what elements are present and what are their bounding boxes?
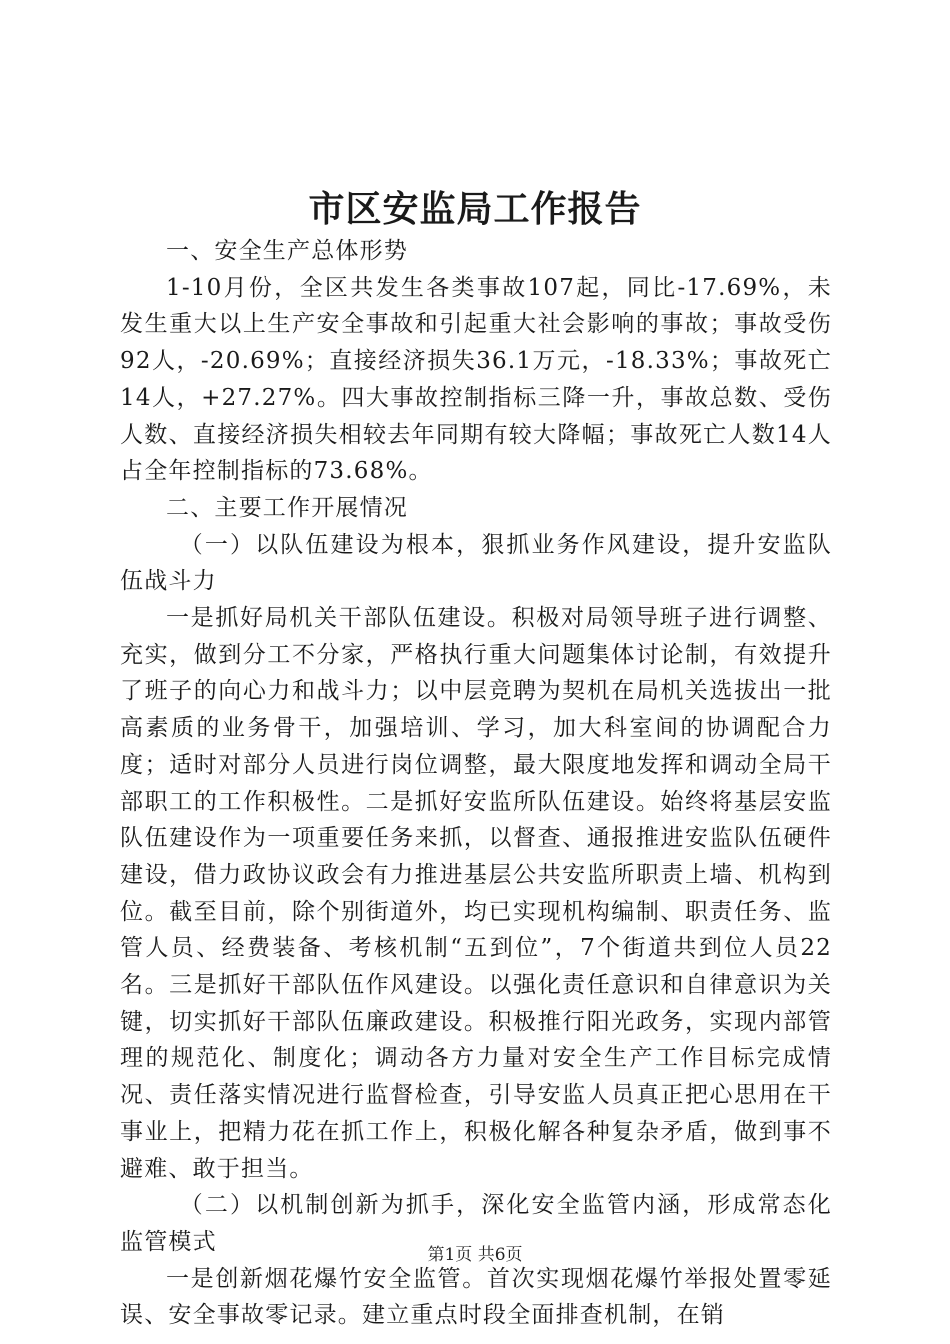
section-heading-2: 二、主要工作开展情况 — [166, 494, 408, 521]
section-heading-1: 一、安全生产总体形势 — [166, 238, 408, 264]
subsection-heading-1: （一）以队伍建设为根本，狠抓业务作风建设，提升安监队伍战斗力 — [120, 531, 832, 595]
document-title: 市区安监局工作报告 — [308, 188, 642, 230]
body-paragraph-3: 一是创新烟花爆竹安全监管。首次实现烟花爆竹举报处置零延误、安全事故零记录。建立重点时段全面排查机制，在销 — [120, 1265, 832, 1329]
subsection-heading-2: （二）以机制创新为抓手，深化安全监管内涵，形成常态化监管模式 — [120, 1192, 832, 1255]
page-footer: 第1页 共6页 — [427, 1245, 523, 1265]
body-paragraph-2: 一是抓好局机关干部队伍建设。积极对局领导班子进行调整、充实，做到分工不分家，严格执行重大问题集体讨论制，有效提升了班子的向心力和战斗力；以中层竞聘为契机在局机关选拔出一批高素质的业务骨干，加强培训、学习，加大科室间的协调配合力度；适时对部分人员进行岗位调整，最大限度地发挥和调动全局干部职工的工作积极性。二是抓好安监所队伍建设。始终将基层安监队伍建设作为一项重要任务来抓，以督查、通报推进安监队伍硬件建设，借力政协议政会有力推进基层公共安监所职责上墙、机构到位。截至目前，除个别街道外，均已实现机构编制、职责任务、监管人员、经费装备、考核机制“五到位”，7个街道共到位人员22名。三是抓好干部队伍作风建设。以强化责任意识和自律意识为关键，切实抓好干部队伍廉政建设。积极推行阳光政务，实现内部管理的规范化、制度化；调动各方力量对安全生产工作目标完成情况、责任落实情况进行监督检查，引导安监人员真正把心思用在干事业上，把精力花在抓工作上，积极化解各种复杂矛盾，做到事不避难、敢于担当。 — [120, 605, 832, 1182]
body-paragraph-1: 1-10月份，全区共发生各类事故107起，同比-17.69%，未发生重大以上生产安全事故和引起重大社会影响的事故；事故受伤92人，-20.69%；直接经济损失36.1万元，-18.33%；事故死亡14人，+27.27%。四大事故控制指标三降一升，事故总数、受伤人数、直接经济损失相较去年同期有较大降幅；事故死亡人数14人占全年控制指标的73.68%。 — [120, 274, 832, 485]
document-body — [120, 233, 832, 1334]
